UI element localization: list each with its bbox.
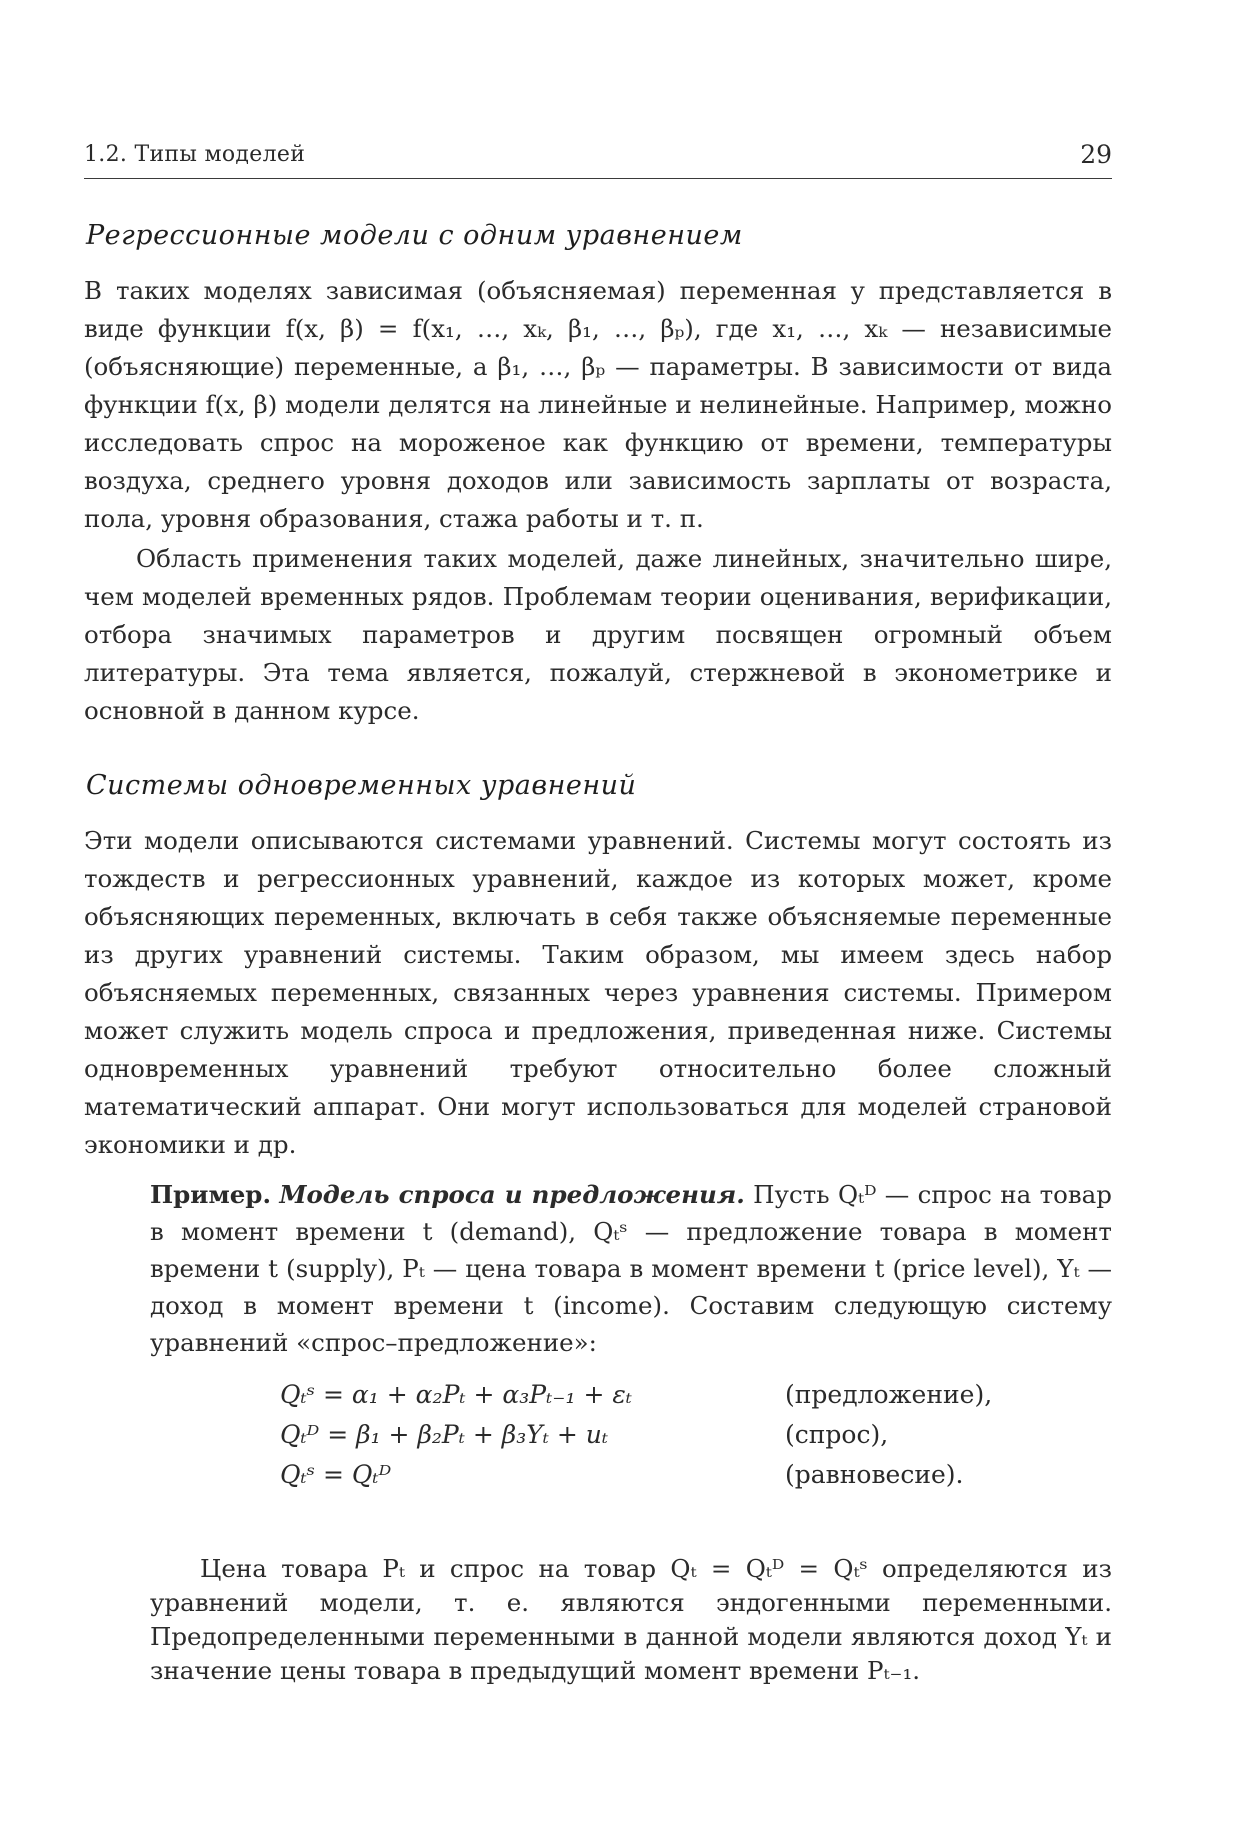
- section-heading-regression: Регрессионные модели с одним уравнением: [86, 220, 743, 251]
- equation-formula: Qₜˢ = α₁ + α₂Pₜ + α₃Pₜ₋₁ + εₜ: [280, 1380, 632, 1409]
- example-text: Пусть Qₜᴰ — спрос на товар в момент времени t (demand), Qₜˢ — предложение товара в момент времени t (supply), Pₜ — цена товара в момент времени t (price level), Yₜ — доход в момент времени t (income). Составим следующую систему уравнений «спрос–предложение»:: [150, 1180, 1112, 1357]
- equation-demand: [280, 1420, 1040, 1460]
- paragraph-endogenous-variables: Цена товара Pₜ и спрос на товар Qₜ = Qₜᴰ = Qₜˢ определяются из уравнений модели, т. е. являются эндогенными переменными. Предопределенными переменными в данной модели являются доход Yₜ и значение цены товара в предыдущий момент времени Pₜ₋₁.: [150, 1554, 1112, 1685]
- paragraph-regression-scope: Область применения таких моделей, даже линейных, значительно шире, чем моделей временных рядов. Проблемам теории оценивания, верификации, отбора значимых параметров и другим посвящен огромный объем литературы. Эта тема является, пожалуй, стержневой в эконометрике и основной в данном курсе.: [84, 544, 1112, 725]
- equation-supply: [280, 1380, 1040, 1420]
- example-block: [150, 1176, 1112, 1361]
- page-number: 29: [1080, 140, 1112, 169]
- equation-label: (предложение),: [785, 1380, 993, 1409]
- equation-system: [280, 1380, 1040, 1500]
- section-heading-simultaneous: Системы одновременных уравнений: [86, 770, 637, 801]
- equation-formula: Qₜˢ = Qₜᴰ: [280, 1460, 392, 1489]
- paragraph-simultaneous-systems: Эти модели описываются системами уравнений. Системы могут состоять из тождеств и регрессионных уравнений, каждое из которых может, кроме объясняющих переменных, включать в себя также объясняемые переменные из других уравнений системы. Таким образом, мы имеем здесь набор объясняемых переменных, связанных через уравнения системы. Примером может служить модель спроса и предложения, приведенная ниже. Системы одновременных уравнений требуют относительно более сложный математический аппарат. Они могут использоваться для моделей страновой экономики и др.: [84, 826, 1112, 1159]
- equation-label: (равновесие).: [785, 1460, 964, 1489]
- paragraph-regression-definition: В таких моделях зависимая (объясняемая) переменная y представляется в виде функции f(x, β) = f(x₁, …, xₖ, β₁, …, βₚ), где x₁, …, xₖ — независимые (объясняющие) переменные, а β₁, …, βₚ — параметры. В зависимости от вида функции f(x, β) модели делятся на линейные и нелинейные. Например, можно исследовать спрос на мороженое как функцию от времени, температуры воздуха, среднего уровня доходов или зависимость зарплаты от возраста, пола, уровня образования, стажа работы и т. п.: [84, 276, 1112, 533]
- running-header: [84, 138, 1112, 179]
- equation-label: (спрос),: [785, 1420, 889, 1449]
- chapter-title: 1.2. Типы моделей: [84, 142, 306, 167]
- example-title: Модель спроса и предложения.: [279, 1180, 745, 1209]
- equation-equilibrium: [280, 1460, 1040, 1500]
- equation-formula: Qₜᴰ = β₁ + β₂Pₜ + β₃Yₜ + uₜ: [280, 1420, 608, 1449]
- example-label: Пример.: [150, 1180, 271, 1209]
